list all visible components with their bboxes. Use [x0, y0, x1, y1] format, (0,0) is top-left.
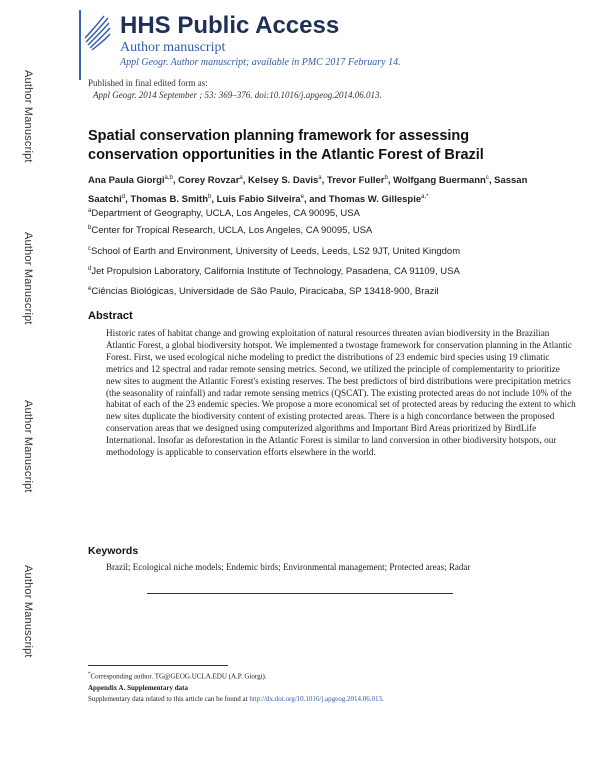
author-affiliation-mark: b — [384, 175, 388, 181]
abstract-body: Historic rates of habitat change and growing exploitation of natural resources threaten avian biodiversity in the Brazilian Atlantic Forest, a global biodiversity hotspot. We implemented a twostage framework for conservation planning in the Atlantic Forest. First, we used ecological niche modeling to predict the distributions of 23 endemic bird species using 19 climatic metrics and 12 spectral and radar remote sensing metrics. Second, we utilized the principle of complementarity to prioritize new sites to augment the Atlantic Forest's existing reserves. The best predictors of bird distributions were precipitation metrics (the seasonality of rainfall) and radar remote sensing metrics (QSCAT). The existing protected areas do not include 10% of the habitat of each of the 23 endemic species. We propose a more economical set of protected areas by reducing the extent to which new sites duplicate the biodiversity content of existing protected areas. There is a high concordance between the proposed conservation areas that we designed using computerized algorithms and Important Bird Areas prioritized by BirdLife International. Insofar as deforestation in the Atlantic Forest is similar to land conversion in other biodiversity hotspots, our methodology is applicable to conservation efforts elsewhere in the world. — [106, 328, 576, 458]
author-affiliation-mark: a — [239, 175, 243, 181]
author-separator: , — [488, 175, 495, 187]
affiliation: $^d$Jet Propulsion Laboratory, California Institute of Technology, Pasadena, CA 91109, USA — [88, 266, 460, 278]
author-affiliation-mark: a — [318, 175, 322, 181]
author-separator: , and — [303, 194, 329, 206]
corresponding-author-note: *Corresponding author. TG@GEOG.UCLA.EDU (A.P. Giorgi). — [88, 672, 267, 681]
author-affiliation-mark: e — [300, 194, 304, 201]
author-name: Trevor Fuller — [326, 175, 385, 187]
margin-label: Author Manuscript — [22, 400, 34, 493]
author-affiliation-mark: c — [485, 175, 489, 181]
author-name: Luis Fabio Silveira — [216, 194, 301, 206]
section-divider — [147, 593, 453, 594]
abstract-heading: Abstract — [88, 310, 133, 322]
margin-label: Author Manuscript — [22, 70, 34, 163]
published-reference: Appl Geogr. 2014 September ; 53: 369–376. doi:10.1016/j.apgeog.2014.06.013. — [93, 90, 382, 100]
margin-label: Author Manuscript — [22, 232, 34, 325]
supplementary-link[interactable]: http://dx.doi.org/10.1016/j.apgeog.2014.06.013 — [249, 695, 382, 703]
author-separator: , — [172, 175, 179, 187]
appendix-heading: Appendix A. Supplementary data — [88, 684, 188, 692]
published-note: Published in final edited form as: — [88, 78, 208, 88]
author-affiliation-mark: a,b — [164, 175, 173, 181]
affiliation: $^a$Department of Geography, UCLA, Los Angeles, CA 90095, USA — [88, 208, 360, 220]
author-separator: , — [242, 175, 249, 187]
hhs-eagle-logo-icon — [82, 12, 112, 52]
supplementary-note: Supplementary data related to this article can be found at http://dx.doi.org/10.1016/j.apgeog.2014.06.013. — [88, 695, 384, 703]
author-separator: , — [125, 194, 131, 206]
keywords-heading: Keywords — [88, 545, 139, 557]
author-affiliation-mark: d — [121, 194, 126, 201]
author-name: Wolfgang Buermann — [393, 175, 486, 187]
author-separator: , — [387, 175, 394, 187]
article-title: Spatial conservation planning framework for assessing conservation opportunities in the Atlantic Forest of Brazil — [88, 128, 484, 163]
author-list — [88, 170, 568, 208]
author-separator: , — [321, 175, 327, 187]
footnote-divider — [88, 665, 228, 666]
affiliation: $^e$Ciências Biológicas, Universidade de São Paulo, Piracicaba, SP 13418-900, Brazil — [88, 286, 439, 298]
author-name: Ana Paula Giorgi — [88, 175, 165, 187]
author-affiliation-mark: a,* — [421, 194, 429, 201]
author-manuscript-subtitle: Author manuscript — [120, 40, 226, 55]
author-name: Thomas W. Gillespie — [328, 194, 422, 206]
author-affiliation-mark: b — [208, 194, 212, 201]
author-name: Kelsey S. Davis — [248, 175, 319, 187]
journal-citation: Appl Geogr. Author manuscript; available in PMC 2017 February 14. — [120, 57, 401, 68]
header-divider — [79, 10, 81, 80]
banner-title: HHS Public Access — [120, 12, 340, 39]
author-name: Thomas B. Smith — [130, 194, 209, 206]
author-name: Sassan Saatchi — [88, 175, 528, 206]
author-separator: , — [211, 194, 217, 206]
affiliation: $^b$Center for Tropical Research, UCLA, Los Angeles, CA 90095, USA — [88, 225, 373, 237]
author-name: Corey Rovzar — [178, 175, 240, 187]
affiliation: $^c$School of Earth and Environment, University of Leeds, Leeds, LS2 9JT, United Kingdom — [88, 246, 461, 258]
keywords-list: Brazil; Ecological niche models; Endemic birds; Environmental management; Protected areas; Radar — [106, 562, 471, 572]
margin-label: Author Manuscript — [22, 565, 34, 658]
